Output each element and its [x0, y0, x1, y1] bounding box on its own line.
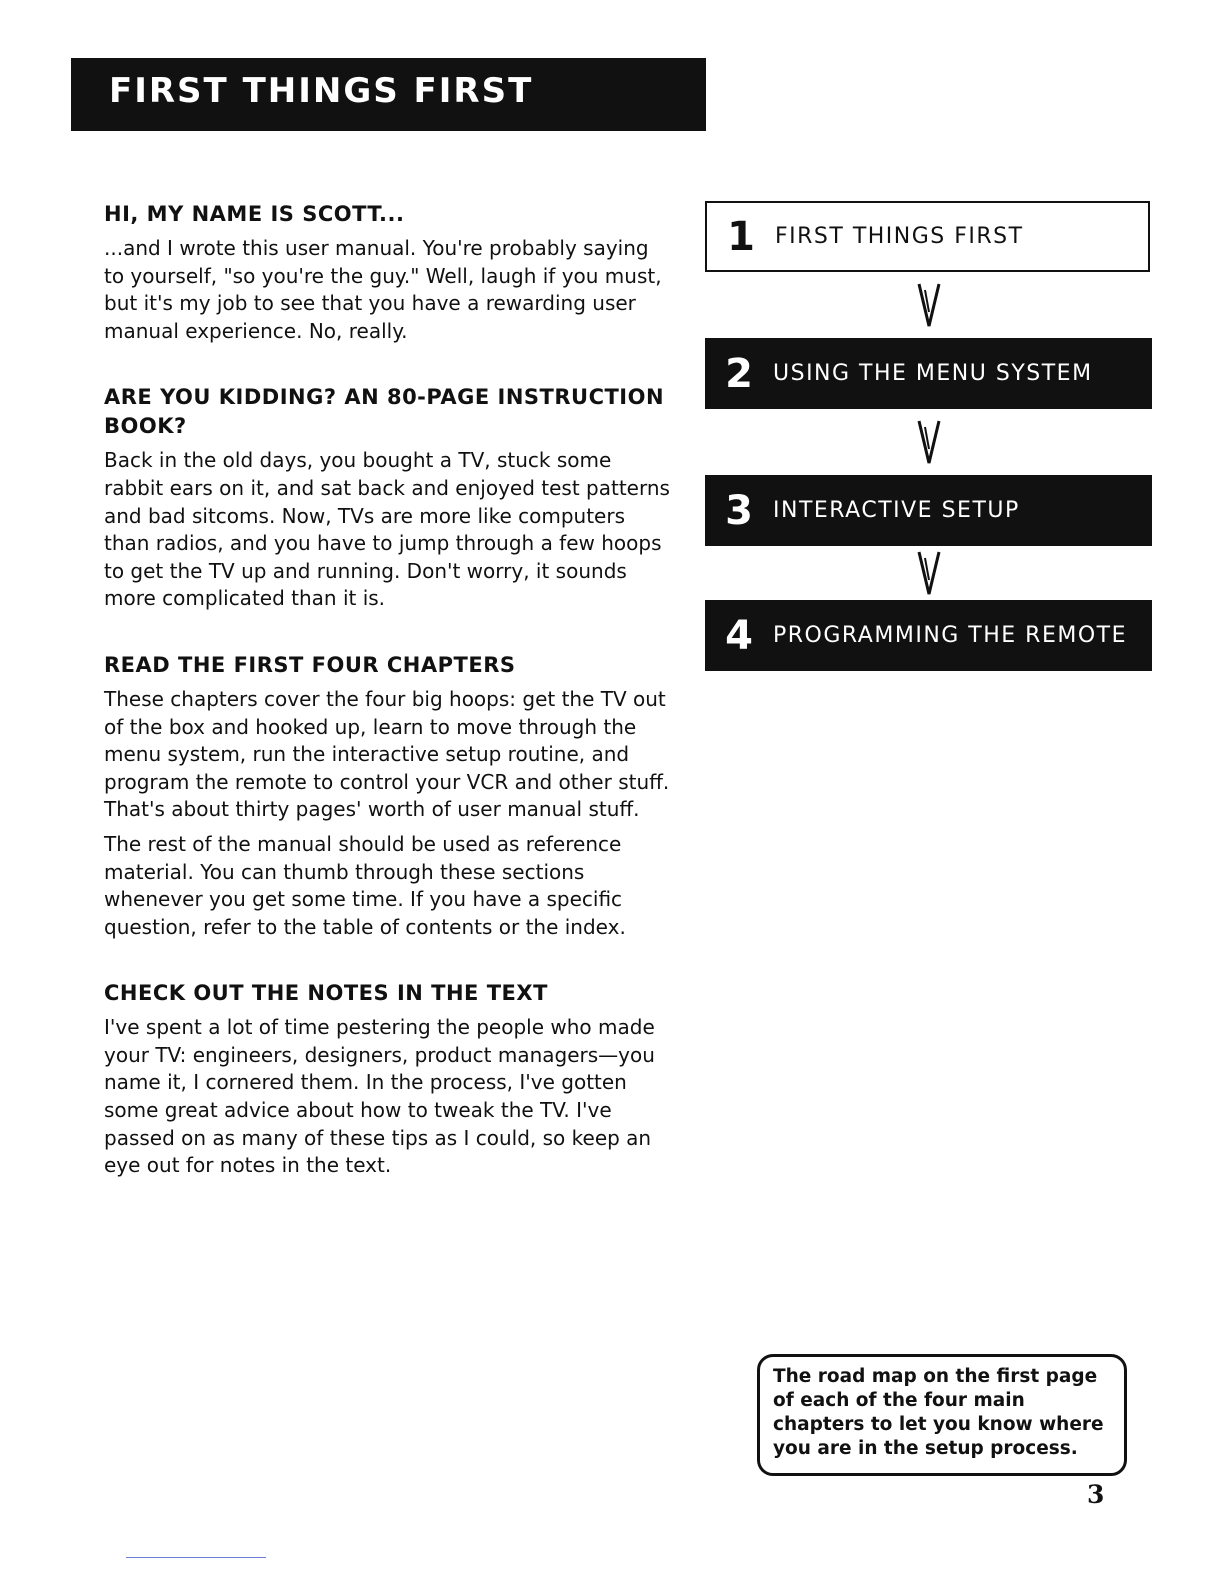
roadmap-step-1: [705, 201, 1150, 272]
roadmap-step-number: 1: [727, 213, 755, 260]
down-arrow-icon: [705, 546, 1152, 600]
setup-roadmap: [705, 201, 1152, 671]
section-heading: CHECK OUT THE NOTES IN THE TEXT: [104, 981, 548, 1006]
roadmap-step-3: [705, 475, 1152, 546]
section-instruction-book: [104, 383, 674, 613]
footer-rule: [126, 1557, 266, 1558]
roadmap-step-label: FIRST THINGS FIRST: [775, 224, 1024, 249]
roadmap-step-label: INTERACTIVE SETUP: [773, 498, 1020, 523]
body-text-column: [104, 200, 674, 1218]
roadmap-step-label: PROGRAMMING THE REMOTE: [773, 623, 1128, 648]
roadmap-step-4: [705, 600, 1152, 671]
section-paragraph: These chapters cover the four big hoops: get the TV out of the box and hooked up, learn to move through the menu system, run the interactive setup routine, and program the remote to control your VCR and other stuff. That's about thirty pages' worth of user manual stuff.: [104, 686, 670, 822]
section-first-four-chapters: [104, 651, 674, 941]
section-paragraph: The rest of the manual should be used as reference material. You can thumb through these sections whenever you get some time. If you have a specific question, refer to the table of contents or the index.: [104, 831, 626, 939]
section-heading: READ THE FIRST FOUR CHAPTERS: [104, 652, 516, 677]
section-heading: ARE YOU KIDDING? AN 80-PAGE INSTRUCTION BOOK?: [104, 385, 665, 439]
note-text: The road map on the first page of each of the four main chapters to let you know where you are in the setup process.: [773, 1366, 1104, 1459]
roadmap-step-number: 3: [725, 487, 753, 534]
down-arrow-icon: [705, 272, 1152, 338]
down-arrow-icon: [705, 409, 1152, 475]
section-intro: [104, 200, 674, 345]
section-heading: HI, MY NAME IS SCOTT...: [104, 202, 405, 226]
section-paragraph: Back in the old days, you bought a TV, stuck some rabbit ears on it, and sat back and enjoyed test patterns and bad sitcoms. Now, TVs are more like computers than radios, and you have to jump through a few hoops to get the TV up and running. Don't worry, it sounds more complicated than it is.: [104, 448, 670, 611]
roadmap-step-number: 4: [725, 612, 753, 659]
chapter-title-bar: [71, 58, 706, 131]
page-number: 3: [1087, 1480, 1105, 1509]
section-notes: [104, 979, 674, 1180]
roadmap-note-box: [757, 1354, 1127, 1476]
roadmap-step-2: [705, 338, 1152, 409]
chapter-title: FIRST THINGS FIRST: [109, 70, 534, 111]
roadmap-step-number: 2: [725, 350, 753, 397]
roadmap-step-label: USING THE MENU SYSTEM: [773, 361, 1093, 386]
section-paragraph: I've spent a lot of time pestering the people who made your TV: engineers, designers, product managers—you name it, I cornered them. In the process, I've gotten some great advice about how to tweak the TV. I've passed on as many of these tips as I could, so keep an eye out for notes in the text.: [104, 1015, 655, 1178]
section-paragraph: ...and I wrote this user manual. You're probably saying to yourself, "so you're the guy." Well, laugh if you must, but it's my job to see that you have a rewarding user manual experience. No, really.: [104, 236, 662, 343]
